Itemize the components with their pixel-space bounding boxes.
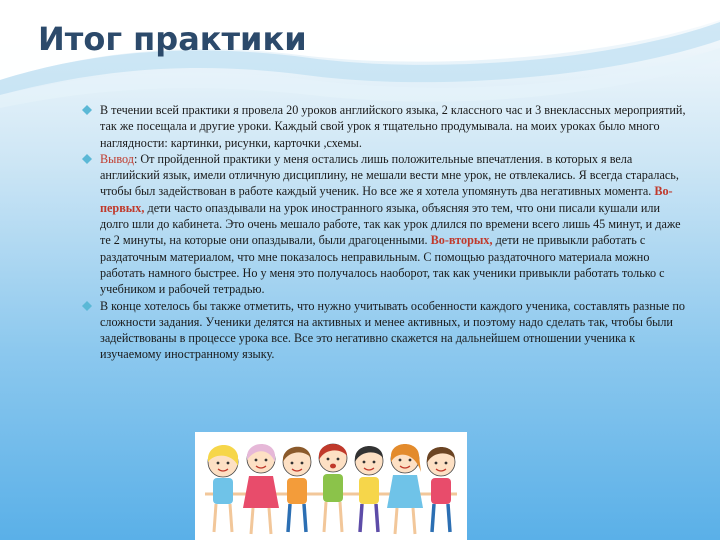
paragraph-text: дети не привыкли работать с раздаточным материалом, что мне показалось неправильным. С помощью раздаточного материала можно работать намного быстрее. Но у меня это получалось наоборот, так как ученики привыкли работать только с учебником и рабочей тетрадью. xyxy=(100,233,665,297)
bullet-icon xyxy=(82,105,92,115)
first-point-label: Во-первых, xyxy=(100,184,673,215)
paragraph-text: : От пройденной практики у меня остались лишь положительные впечатления. в которых я вела английский язык, имели отличную дисциплину, не мешали вести мне урок, не отвлекались. Я всегда старалась, чтобы был задействован в работе каждый ученик. Но все же я хотела упомянуть два негативных момента. xyxy=(100,151,679,199)
content-body xyxy=(78,102,690,363)
children-illustration xyxy=(195,432,467,540)
list-item xyxy=(100,298,690,363)
bullet-icon xyxy=(82,301,92,311)
paragraph-text: дети часто опаздывали на урок иностранного языка, объясняя это тем, что они писали кушали или долго шли до кабинета. Это очень мешало работе, так как урок длился по времени всего лишь 45 минут, и даже те 2 минуты, на которые они опаздывали, были драгоценными. xyxy=(100,200,681,248)
paragraph-text: В конце хотелось бы также отметить, что нужно учитывать особенности каждого ученика, составлять разные по сложности задания. Ученики делятся на активных и менее активных, и поэтому надо сделать так, чтобы были задействованы в процессе урока все. Все это негативно скажется на дальнейшем отношении ученика к изучаемому иностранному языку. xyxy=(100,298,686,362)
page-title: Итог практики xyxy=(38,20,307,58)
list-item xyxy=(100,102,690,151)
paragraph-text: В течении всей практики я провела 20 уроков английского языка, 2 классного час и 3 внеклассных мероприятий, так же посещала и другие уроки. Каждый свой урок я тщательно продумывала. на моих уроках было много наглядности: картинки, рисунки, карточки ,схемы. xyxy=(100,103,686,150)
list-item xyxy=(100,151,690,298)
second-point-label: Во-вторых, xyxy=(430,233,493,248)
bullet-icon xyxy=(82,154,92,164)
conclusion-label: Вывод xyxy=(100,151,134,166)
